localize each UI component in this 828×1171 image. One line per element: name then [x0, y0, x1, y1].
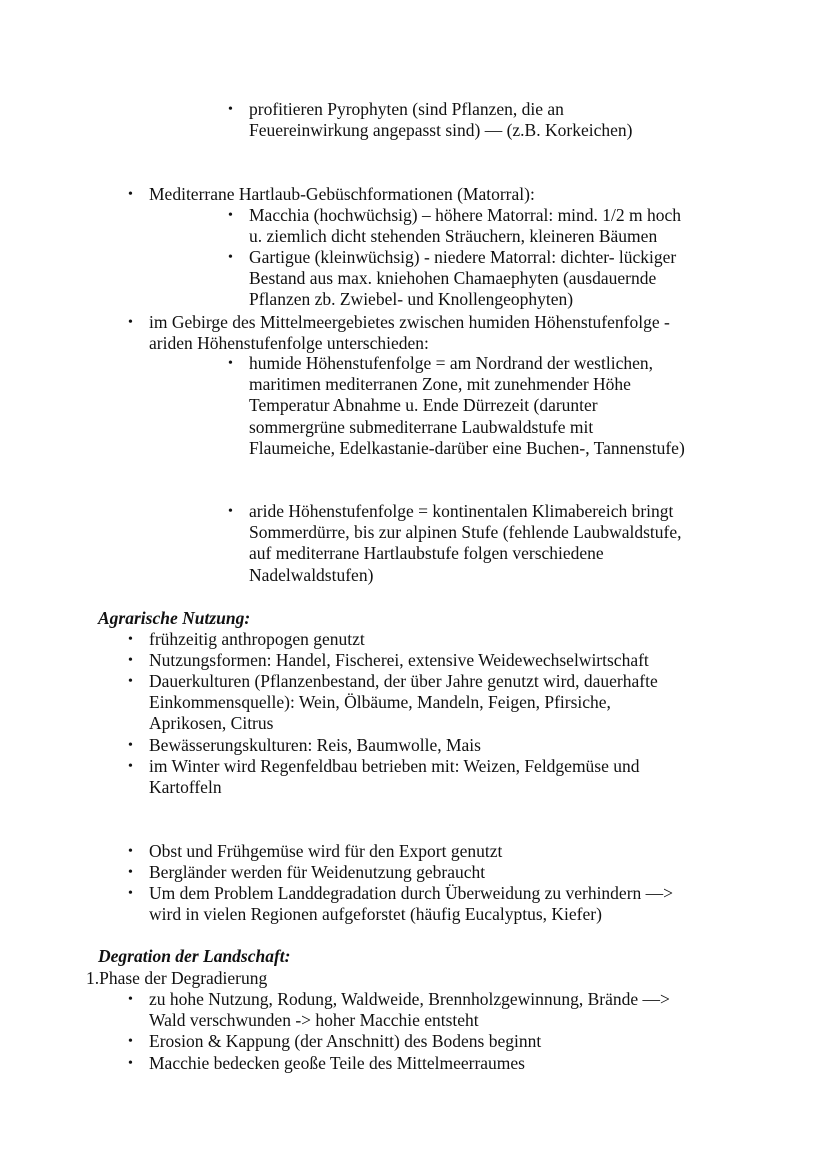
line: ariden Höhenstufenfolge unterschieden:: [149, 333, 429, 354]
line: Sommerdürre, bis zur alpinen Stufe (fehlende Laubwaldstufe,: [249, 522, 682, 543]
line: im Winter wird Regenfeldbau betrieben mit: Weizen, Feldgemüse und: [149, 756, 640, 776]
bullet-icon: •: [128, 315, 133, 330]
bullet-icon: •: [128, 738, 133, 753]
bullet-icon: •: [128, 844, 133, 859]
list-item: [128, 756, 640, 798]
bullet-icon: •: [128, 653, 133, 668]
line: humide Höhenstufenfolge = am Nordrand der westlichen,: [249, 353, 653, 373]
line: Wald verschwunden -> hoher Macchie entsteht: [149, 1010, 479, 1031]
list-item-gebirge: [128, 312, 670, 354]
line: frühzeitig anthropogen genutzt: [149, 629, 365, 649]
bullet-icon: •: [128, 674, 133, 689]
bullet-icon: •: [128, 1056, 133, 1071]
line: zu hohe Nutzung, Rodung, Waldweide, Brennholzgewinnung, Brände —>: [149, 989, 670, 1009]
line: Bergländer werden für Weidenutzung gebraucht: [149, 862, 486, 882]
bullet-icon: •: [128, 992, 133, 1007]
line: Kartoffeln: [149, 777, 222, 798]
bullet-icon: •: [128, 1034, 133, 1049]
list-item: [128, 883, 674, 925]
list-item: [128, 650, 649, 671]
line: Flaumeiche, Edelkastanie-darüber eine Buchen-, Tannenstufe): [249, 437, 685, 458]
list-item: [128, 629, 365, 650]
bullet-icon: •: [228, 504, 233, 519]
line: aride Höhenstufenfolge = kontinentalen Klimabereich bringt: [249, 501, 674, 521]
list-item-gartigue: [228, 247, 677, 311]
line: Gartigue (kleinwüchsig) - niedere Matorral: dichter- lückiger: [249, 247, 677, 267]
line: Um dem Problem Landdegradation durch Überweidung zu verhindern —>: [149, 883, 674, 903]
list-item-aride: [228, 501, 682, 586]
line: wird in vielen Regionen aufgeforstet (häufig Eucalyptus, Kiefer): [149, 904, 602, 925]
list-item: [128, 862, 486, 883]
list-item: [128, 1031, 542, 1052]
list-item-pyrophyten: [228, 99, 633, 141]
line: Bestand aus max. kniehohen Chamaephyten (ausdauernde: [249, 268, 657, 289]
bullet-icon: •: [128, 759, 133, 774]
heading-degradation: Degration der Landschaft:: [98, 946, 291, 966]
line: u. ziemlich dicht stehenden Sträuchern, kleineren Bäumen: [249, 226, 658, 247]
bullet-icon: •: [128, 187, 133, 202]
line: maritimen mediterranen Zone, mit zunehmender Höhe: [249, 374, 631, 395]
bullet-icon: •: [128, 632, 133, 647]
line: Bewässerungskulturen: Reis, Baumwolle, Mais: [149, 735, 481, 755]
list-item-macchia: [228, 205, 682, 247]
line: auf mediterrane Hartlaubstufe folgen verschiedene: [249, 543, 604, 564]
list-item: [128, 989, 670, 1031]
line: Einkommensquelle): Wein, Ölbäume, Mandeln, Feigen, Pfirsiche,: [149, 692, 611, 713]
line: Temperatur Abnahme u. Ende Dürrezeit (darunter: [249, 395, 598, 416]
list-item: [128, 671, 658, 735]
list-item: [128, 735, 481, 756]
line: Obst und Frühgemüse wird für den Export genutzt: [149, 841, 503, 861]
line: Dauerkulturen (Pflanzenbestand, der über Jahre genutzt wird, dauerhafte: [149, 671, 658, 691]
line: Macchie bedecken geoße Teile des Mittelmeerraumes: [149, 1053, 525, 1073]
line: Nadelwaldstufen): [249, 564, 374, 585]
line: sommergrüne submediterrane Laubwaldstufe mit: [249, 416, 594, 437]
bullet-icon: •: [228, 356, 233, 371]
line: Erosion & Kappung (der Anschnitt) des Bodens beginnt: [149, 1031, 542, 1051]
phase-label: 1.Phase der Degradierung: [86, 968, 268, 988]
list-item-humide: [228, 353, 685, 459]
bullet-icon: •: [128, 865, 133, 880]
line: Pflanzen zb. Zwiebel- und Knollengeophyten): [249, 289, 574, 310]
heading-agrarische-nutzung: Agrarische Nutzung:: [98, 608, 251, 628]
line: Nutzungsformen: Handel, Fischerei, extensive Weidewechselwirtschaft: [149, 650, 649, 670]
bullet-icon: •: [228, 102, 233, 117]
line: Aprikosen, Citrus: [149, 713, 274, 734]
line: Mediterrane Hartlaub-Gebüschformationen (Matorral):: [149, 184, 535, 204]
line: profitieren Pyrophyten (sind Pflanzen, die an: [249, 99, 564, 119]
line: Macchia (hochwüchsig) – höhere Matorral: mind. 1/2 m hoch: [249, 205, 682, 225]
bullet-icon: •: [228, 250, 233, 265]
list-item-matorral: [128, 184, 535, 205]
bullet-icon: •: [128, 886, 133, 901]
line: Feuereinwirkung angepasst sind) — (z.B. Korkeichen): [249, 120, 633, 141]
list-item: [128, 841, 503, 862]
list-item: [128, 1053, 525, 1074]
line: im Gebirge des Mittelmeergebietes zwischen humiden Höhenstufenfolge -: [149, 312, 670, 332]
bullet-icon: •: [228, 208, 233, 223]
